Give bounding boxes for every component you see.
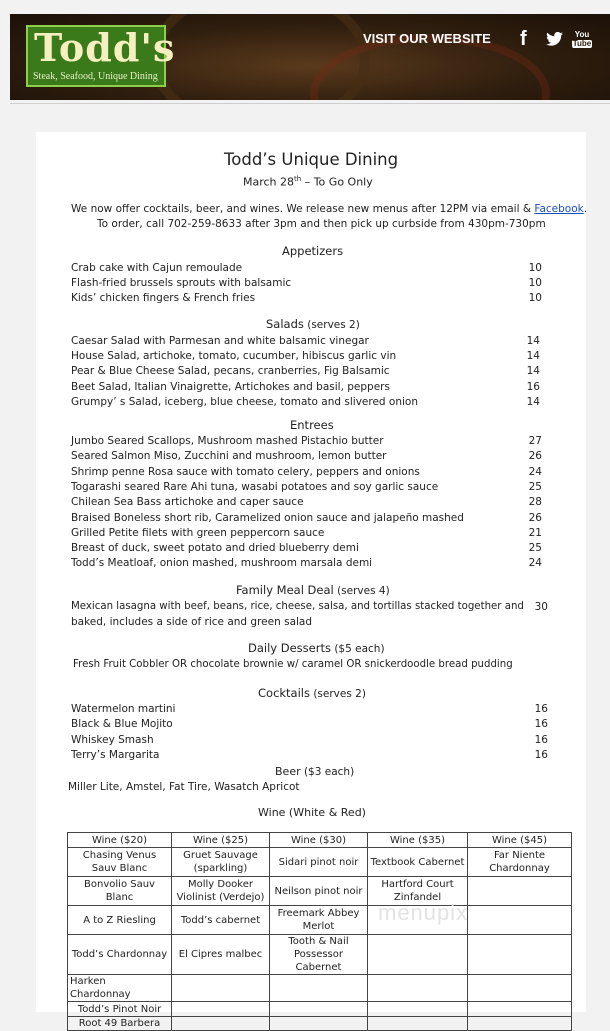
- menu-item: House Salad, artichoke, tomato, cucumber, hibiscus garlic vin: [71, 350, 397, 362]
- wine-column-header: Wine ($25): [172, 833, 270, 848]
- menu-date: [243, 175, 373, 189]
- menu-item-price: 10: [528, 262, 542, 274]
- desserts-line: Fresh Fruit Cobbler OR chocolate brownie w/ caramel OR snickerdoodle bread pudding: [73, 659, 513, 670]
- wine-cell: Textbook Cabernet: [368, 848, 468, 877]
- visit-website-link[interactable]: VISIT OUR WEBSITE: [363, 31, 491, 46]
- wine-cell: [270, 975, 368, 1002]
- wine-column-header: Wine ($20): [68, 833, 172, 848]
- wine-cell: [172, 1017, 270, 1031]
- wine-cell: Gruet Sauvage (sparkling): [172, 848, 270, 877]
- twitter-icon[interactable]: [546, 30, 563, 51]
- wine-table-header-row: [68, 833, 572, 848]
- menu-item: Braised Boneless short rib, Caramelized onion sauce and jalapeño mashed: [71, 512, 464, 524]
- menu-title: Todd’s Unique Dining: [224, 150, 399, 169]
- desserts-price-note: ($5 each): [330, 643, 385, 655]
- menu-item-price: 16: [526, 381, 540, 393]
- wine-cell: Root 49 Barbera: [68, 1017, 172, 1031]
- intro-line-2: To order, call 702-259-8633 after 3pm and then pick up curbside from 430pm-730pm: [97, 218, 546, 230]
- menu-item-price: 26: [528, 450, 542, 462]
- menu-item-price: 16: [534, 703, 548, 715]
- salads-heading: [266, 317, 360, 331]
- menu-item-price: 16: [534, 749, 548, 761]
- menu-item-price: 14: [526, 396, 540, 408]
- youtube-icon-top: You: [574, 30, 590, 39]
- entrees-heading: Entrees: [290, 418, 334, 432]
- wine-cell: [468, 906, 572, 935]
- menu-item-price: 10: [528, 292, 542, 304]
- beer-heading: [275, 765, 354, 778]
- beer-heading-text: Beer: [275, 765, 301, 778]
- menu-item-price: 14: [526, 335, 540, 347]
- intro-end: .: [583, 203, 588, 215]
- menu-item: Seared Salmon Miso, Zucchini and mushroom, lemon butter: [71, 450, 387, 462]
- menu-item-price: 10: [528, 277, 542, 289]
- table-row: [68, 848, 572, 877]
- menu-item: Todd’s Meatloaf, onion mashed, mushroom marsala demi: [71, 557, 373, 569]
- wine-column-header: Wine ($35): [368, 833, 468, 848]
- facebook-link[interactable]: Facebook: [534, 203, 584, 215]
- wine-cell: [468, 935, 572, 975]
- menu-item-price: 14: [526, 350, 540, 362]
- menu-item-price: 25: [528, 542, 542, 554]
- wine-cell: El Cipres malbec: [172, 935, 270, 975]
- wine-heading: Wine (White & Red): [258, 806, 366, 819]
- menu-item-price: 16: [534, 734, 548, 746]
- wine-cell: Molly Dooker Violinist (Verdejo): [172, 877, 270, 906]
- menu-item: Chilean Sea Bass artichoke and caper sauce: [71, 496, 304, 508]
- menu-item: Grilled Petite filets with green peppercorn sauce: [71, 527, 325, 539]
- menu-item: Flash-fried brussels sprouts with balsamic: [71, 277, 292, 289]
- wine-cell: [368, 1002, 468, 1017]
- menu-item: Shrimp penne Rosa sauce with tomato celery, peppers and onions: [71, 466, 420, 478]
- salads-heading-text: Salads: [266, 317, 304, 331]
- desserts-heading: [248, 641, 385, 655]
- desserts-heading-text: Daily Desserts: [248, 641, 331, 655]
- wine-cell: Harken Chardonnay: [68, 975, 172, 1002]
- menu-item: Grumpy’ s Salad, iceberg, blue cheese, tomato and slivered onion: [71, 396, 419, 408]
- wine-column-header: Wine ($45): [468, 833, 572, 848]
- date-suffix: th: [294, 175, 302, 183]
- family-deal-price: 30: [534, 601, 548, 613]
- cocktails-serves: (serves 2): [310, 688, 366, 700]
- wine-cell: [172, 975, 270, 1002]
- wine-cell: [368, 935, 468, 975]
- youtube-icon-bottom: Tube: [572, 39, 592, 48]
- menu-item: Breast of duck, sweet potato and dried blueberry demi: [71, 542, 359, 554]
- menu-item-price: 27: [528, 435, 542, 447]
- menu-item: Kids’ chicken fingers & French fries: [71, 292, 256, 304]
- date-text: March 28: [243, 175, 295, 189]
- menu-item-price: 21: [528, 527, 542, 539]
- wine-cell: [468, 1017, 572, 1031]
- family-serves: (serves 4): [333, 585, 390, 597]
- wine-cell: [270, 1002, 368, 1017]
- table-row: [68, 935, 572, 975]
- wine-cell: Freemark Abbey Merlot: [270, 906, 368, 935]
- menu-item-price: 16: [534, 718, 548, 730]
- wine-cell: A to Z Riesling: [68, 906, 172, 935]
- menu-item: Crab cake with Cajun remoulade: [71, 262, 243, 274]
- menu-item: Pear & Blue Cheese Salad, pecans, cranberries, Fig Balsamic: [71, 365, 390, 377]
- wine-cell: Hartford Court Zinfandel: [368, 877, 468, 906]
- date-note: – To Go Only: [301, 175, 373, 189]
- menu-item: Beet Salad, Italian Vinaigrette, Artichokes and basil, peppers: [71, 381, 390, 393]
- menu-item: Jumbo Seared Scallops, Mushroom mashed Pistachio butter: [71, 435, 384, 447]
- appetizers-heading: Appetizers: [282, 244, 344, 258]
- menupix-watermark: menupix: [378, 900, 469, 925]
- wine-table: [67, 832, 572, 1031]
- table-row: [68, 906, 572, 935]
- wine-cell: [270, 1017, 368, 1031]
- wine-cell: Sidari pinot noir: [270, 848, 368, 877]
- salads-serves: (serves 2): [303, 319, 360, 331]
- beer-line: Miller Lite, Amstel, Fat Tire, Wasatch Apricot: [68, 781, 300, 793]
- beer-price-note: ($3 each): [300, 766, 355, 778]
- wine-cell: Todd’s Pinot Noir: [68, 1002, 172, 1017]
- wine-cell: [468, 1002, 572, 1017]
- intro-text: We now offer cocktails, beer, and wines. We release new menus after 12PM via email &: [71, 203, 535, 215]
- menu-item-price: 26: [528, 512, 542, 524]
- menu-item-price: 24: [528, 557, 542, 569]
- table-row: [68, 1002, 572, 1017]
- wine-cell: Bonvolio Sauv Blanc: [68, 877, 172, 906]
- table-row: [68, 877, 572, 906]
- cocktails-heading: [258, 686, 366, 700]
- wine-cell: Todd’s cabernet: [172, 906, 270, 935]
- menu-item: Togarashi seared Rare Ahi tuna, wasabi potatoes and soy garlic sauce: [71, 481, 439, 493]
- wine-cell: Far Niente Chardonnay: [468, 848, 572, 877]
- wine-cell: [172, 1002, 270, 1017]
- logo-title: Todd's: [34, 25, 176, 70]
- wine-cell: [368, 1017, 468, 1031]
- family-deal-heading: [236, 583, 390, 597]
- menu-item-price: 14: [526, 365, 540, 377]
- wine-cell: Todd’s Chardonnay: [68, 935, 172, 975]
- menu-item-price: 25: [528, 481, 542, 493]
- menu-item: Watermelon martini: [71, 703, 176, 715]
- facebook-icon[interactable]: f: [520, 28, 527, 50]
- menu-item: Whiskey Smash: [71, 734, 154, 746]
- wine-cell: Neilson pinot noir: [270, 877, 368, 906]
- cocktails-heading-text: Cocktails: [258, 686, 310, 700]
- wine-cell: [468, 877, 572, 906]
- header-divider: [10, 103, 610, 104]
- family-deal-line-1: Mexican lasagna with beef, beans, rice, cheese, salsa, and tortillas stacked together and: [71, 601, 524, 612]
- site-header: [10, 14, 610, 100]
- intro-line-1: [71, 203, 587, 215]
- todds-logo[interactable]: [26, 25, 176, 87]
- wine-column-header: Wine ($30): [270, 833, 368, 848]
- menu-item: Caesar Salad with Parmesan and white balsamic vinegar: [71, 335, 369, 347]
- family-heading-text: Family Meal Deal: [236, 583, 334, 597]
- table-row: [68, 1017, 572, 1031]
- table-row: [68, 975, 572, 1002]
- family-deal-line-2: baked, includes a side of rice and green salad: [71, 616, 313, 628]
- wine-cell: Chasing Venus Sauv Blanc: [68, 848, 172, 877]
- menu-item-price: 28: [528, 496, 542, 508]
- logo-tagline: Steak, Seafood, Unique Dining: [33, 71, 158, 82]
- menu-item: Terry’s Margarita: [71, 749, 160, 761]
- wine-cell: [468, 975, 572, 1002]
- menu-item-price: 24: [528, 466, 542, 478]
- youtube-icon[interactable]: [572, 31, 592, 48]
- menu-item: Black & Blue Mojito: [71, 718, 173, 730]
- wine-cell: Tooth & Nail Possessor Cabernet: [270, 935, 368, 975]
- wine-cell: [368, 975, 468, 1002]
